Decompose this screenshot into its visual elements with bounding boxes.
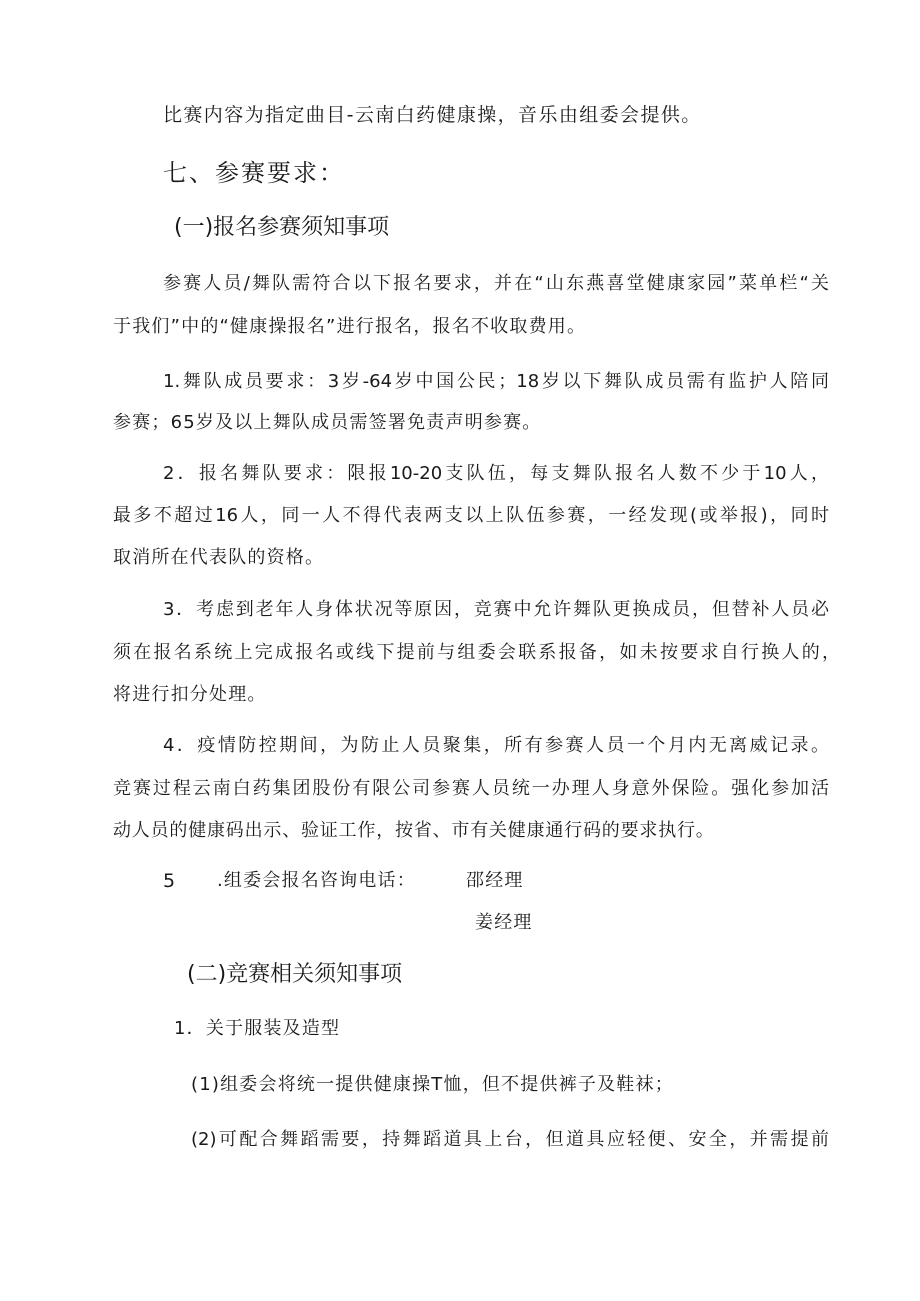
item-2-line-3: 取消所在代表队的资格。	[113, 547, 325, 568]
paragraph-intro-line-2: 于我们”中的“健康操报名”进行报名，报名不收取费用。	[113, 316, 587, 337]
item-costume-heading: 1．关于服装及造型	[174, 1018, 341, 1039]
item-2-line-2: 最多不超过16人，同一人不得代表两支以上队伍参赛，一经发现(或举报)，同时	[113, 505, 829, 526]
item-3-line-1: 3．考虑到老年人身体状况等原因，竞赛中允许舞队更换成员，但替补人员必	[163, 599, 829, 620]
paragraph-competition-content: 比赛内容为指定曲目-云南白药健康操，音乐由组委会提供。	[163, 104, 702, 126]
section-heading-7: 七、参赛要求：	[163, 159, 345, 187]
item-5-number: 5	[163, 870, 177, 892]
item-costume-2: (2)可配合舞蹈需要，持舞蹈道具上台，但道具应轻便、安全，并需提前	[191, 1129, 829, 1150]
item-4-line-1: 4．疫情防控期间，为防止人员聚集，所有参赛人员一个月内无离威记录。	[163, 735, 829, 756]
item-1-line-2: 参赛；65岁及以上舞队成员需签署免责声明参赛。	[113, 412, 542, 433]
contact-name-1: 邵经理	[466, 870, 524, 891]
item-4-line-2: 竞赛过程云南白药集团股份有限公司参赛人员统一办理人身意外保险。强化参加活	[113, 778, 829, 799]
subsection-heading-registration: (一)报名参赛须知事项	[174, 215, 390, 240]
contact-name-2: 姜经理	[475, 912, 533, 933]
item-3-line-3: 将进行扣分处理。	[113, 684, 267, 705]
item-2-line-1: 2．报名舞队要求：限报10-20支队伍，每支舞队报名人数不少于10人，	[163, 463, 829, 484]
item-5-label: .组委会报名咨询电话：	[217, 870, 416, 891]
item-1-line-1: 1.舞队成员要求：3岁-64岁中国公民；18岁以下舞队成员需有监护人陪同	[163, 371, 829, 392]
item-costume-1: (1)组委会将统一提供健康操T恤，但不提供裤子及鞋袜；	[191, 1074, 674, 1095]
item-4-line-3: 动人员的健康码出示、验证工作，按省、市有关健康通行码的要求执行。	[113, 820, 715, 841]
item-3-line-2: 须在报名系统上完成报名或线下提前与组委会联系报备，如未按要求自行换人的，	[113, 642, 840, 663]
paragraph-intro-line-1: 参赛人员/舞队需符合以下报名要求，并在“山东燕喜堂健康家园”菜单栏“关	[163, 273, 829, 294]
subsection-heading-competition: (二)竞赛相关须知事项	[187, 962, 403, 987]
